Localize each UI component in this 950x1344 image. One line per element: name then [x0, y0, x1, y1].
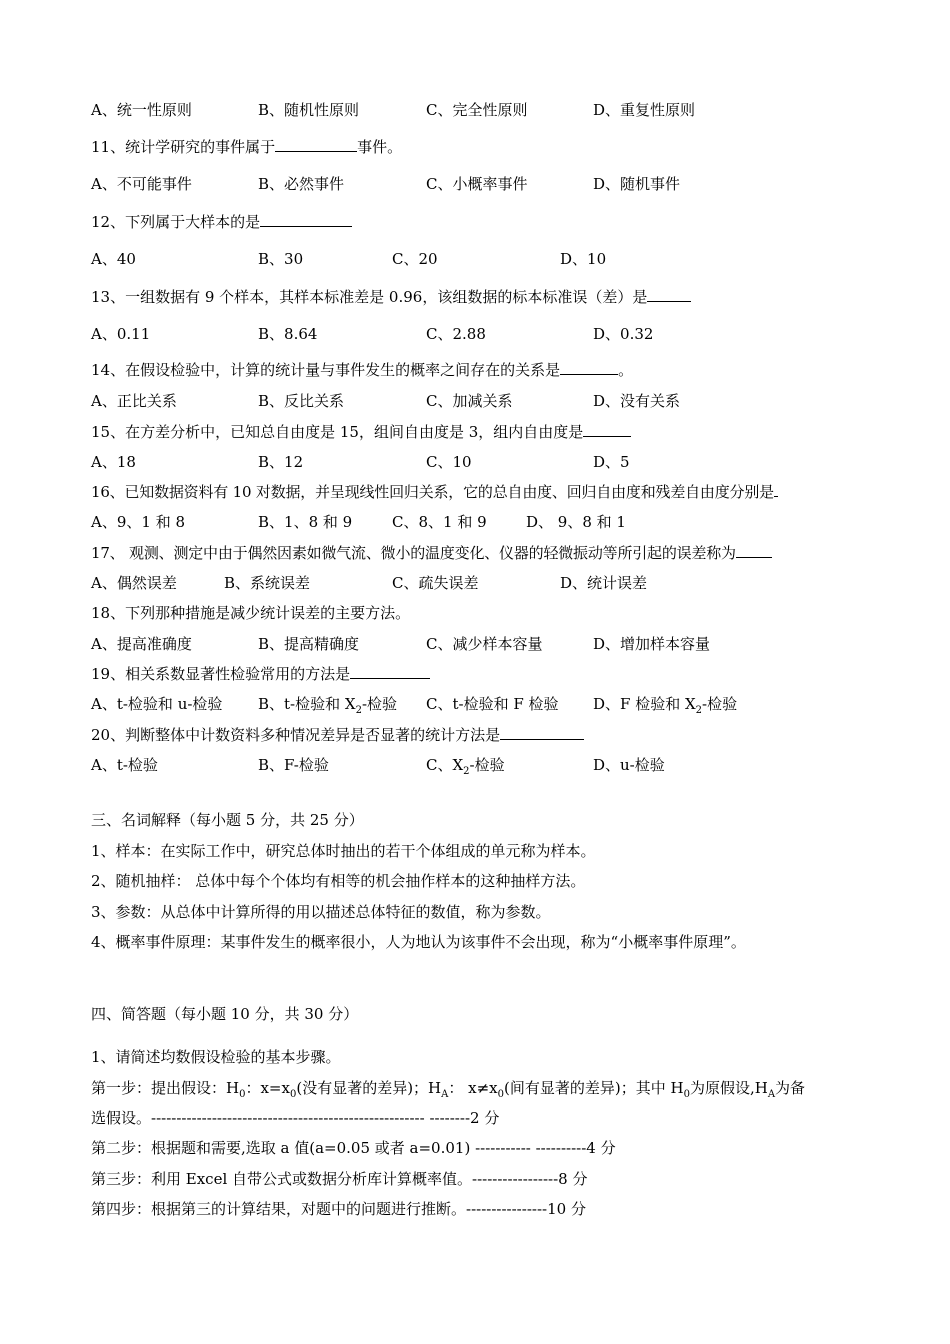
q17-option-c: C、疏失误差: [392, 574, 479, 592]
subscript: 0: [239, 1089, 246, 1100]
q20-option-c-post: -检验: [469, 756, 505, 774]
q12-stem: [91, 212, 352, 232]
q20-option-d: D、u-检验: [593, 756, 665, 774]
q13-stem: [91, 287, 691, 307]
q11-option-c: C、小概率事件: [426, 175, 528, 193]
q17-stem: [91, 543, 772, 563]
q13-option-d: D、0.32: [593, 325, 654, 343]
answer-blank: [647, 287, 691, 302]
answer-blank: [500, 725, 584, 740]
q15-option-b: B、12: [258, 453, 304, 471]
q17-stem-text: 17、 观测、测定中由于偶然因素如微气流、微小的温度变化、仪器的轻微振动等所引起的误差称为: [91, 544, 736, 562]
step-text: (间有显著的差异)；其中 H: [504, 1079, 684, 1097]
q10-option-b: B、随机性原则: [258, 101, 360, 119]
q15-option-d: D、5: [593, 453, 630, 471]
q15-stem: [91, 422, 631, 442]
q12-option-b: B、30: [258, 250, 304, 268]
q17-option-a: A、偶然误差: [91, 574, 177, 592]
q18-option-a: A、提高准确度: [91, 635, 192, 653]
q20-option-b: B、F-检验: [258, 756, 329, 774]
q13-option-c: C、2.88: [426, 325, 486, 343]
q14-option-c: C、加减关系: [426, 392, 513, 410]
step-1-line-2: 选假设。------------------------------------------------------ --------2 分: [91, 1109, 500, 1127]
subscript: 2: [463, 766, 470, 777]
q11-stem-pre: 11、统计学研究的事件属于: [91, 138, 276, 156]
step-4: 第四步：根据第三的计算结果，对题中的问题进行推断。----------------10 分: [91, 1200, 586, 1218]
q16-option-c: C、8、1 和 9: [392, 513, 487, 531]
q16-stem: [91, 482, 778, 502]
q13-option-b: B、8.64: [258, 325, 318, 343]
subscript: 0: [289, 1089, 297, 1100]
q19-option-b: [258, 694, 397, 721]
step-3: 第三步：利用 Excel 自带公式或数据分析库计算概率值。-----------------8 分: [91, 1170, 588, 1188]
definition-item: 1、样本：在实际工作中，研究总体时抽出的若干个体组成的单元称为样本。: [91, 842, 596, 860]
q11-stem: [91, 137, 402, 157]
step-2: 第二步：根据题和需要,选取 a 值(a=0.05 或者 a=0.01) ----------- ----------4 分: [91, 1139, 616, 1157]
q11-option-a: A、不可能事件: [91, 175, 192, 193]
q19-option-d: [593, 694, 737, 721]
q11-stem-post: 事件。: [357, 138, 403, 156]
q19-option-b-post: -检验: [361, 695, 398, 713]
subscript: A: [767, 1089, 776, 1100]
q20-option-c: [426, 755, 505, 782]
q19-option-d-pre: D、F 检验和 X: [593, 695, 696, 713]
q19-stem-text: 19、相关系数显著性检验常用的方法是: [91, 665, 351, 683]
step-text: ：x=x: [245, 1079, 290, 1097]
q10-option-c: C、完全性原则: [426, 101, 528, 119]
step-text: 为原假设,H: [689, 1079, 768, 1097]
q16-option-d: D、 9、8 和 1: [526, 513, 626, 531]
q13-stem-text: 13、一组数据有 9 个样本，其样本标准差是 0.96，该组数据的标本标准误（差）是: [91, 288, 648, 306]
step-1-line-1: [91, 1078, 805, 1105]
q18-option-d: D、增加样本容量: [593, 635, 711, 653]
answer-blank: [275, 137, 357, 152]
step-text: 为备: [775, 1079, 806, 1097]
section-4-title: 四、简答题（每小题 10 分，共 30 分）: [91, 1005, 359, 1023]
subscript: A: [441, 1089, 449, 1100]
answer-blank: [583, 422, 631, 437]
q12-stem-text: 12、下列属于大样本的是: [91, 213, 261, 231]
q19-option-d-post: -检验: [702, 695, 738, 713]
q14-option-a: A、正比关系: [91, 392, 177, 410]
subscript: 0: [683, 1089, 690, 1100]
q18-option-c: C、减少样本容量: [426, 635, 543, 653]
q16-stem-text: 16、已知数据资料有 10 对数据，并呈现线性回归关系，它的总自由度、回归自由度和残差自由度分别是: [91, 483, 774, 501]
q20-option-a: A、t-检验: [91, 756, 158, 774]
answer-blank: [350, 664, 430, 679]
section-3-title: 三、名词解释（每小题 5 分，共 25 分）: [91, 811, 364, 829]
q14-option-d: D、没有关系: [593, 392, 681, 410]
q20-stem: [91, 725, 584, 745]
q14-stem-post: 。: [618, 361, 634, 379]
q15-option-a: A、18: [91, 453, 136, 471]
subscript: 2: [355, 705, 362, 716]
q20-option-c-pre: C、X: [426, 756, 464, 774]
subscript: 2: [695, 705, 703, 716]
definition-item: 4、概率事件原理：某事件发生的概率很小，人为地认为该事件不会出现，称为“小概率事件原理”。: [91, 933, 746, 951]
step-text: 第一步：提出假设：H: [91, 1079, 240, 1097]
q20-stem-text: 20、判断整体中计数资料多种情况差异是否显著的统计方法是: [91, 726, 501, 744]
q19-option-a: A、t-检验和 u-检验: [91, 695, 223, 713]
q12-option-c: C、20: [392, 250, 438, 268]
q12-option-d: D、10: [560, 250, 607, 268]
q13-option-a: A、0.11: [91, 325, 151, 343]
q12-option-a: A、40: [91, 250, 136, 268]
q10-option-d: D、重复性原则: [593, 101, 696, 119]
q15-option-c: C、10: [426, 453, 472, 471]
answer-blank: [736, 543, 772, 558]
q19-option-c: C、t-检验和 F 检验: [426, 695, 559, 713]
q10-option-a: A、统一性原则: [91, 101, 192, 119]
answer-blank: [774, 482, 778, 497]
q17-option-b: B、系统误差: [224, 574, 311, 592]
subscript: 0: [497, 1089, 505, 1100]
answer-blank: [560, 360, 618, 375]
step-text: (没有显著的差异)；H: [296, 1079, 442, 1097]
q17-option-d: D、统计误差: [560, 574, 648, 592]
q16-option-a: A、9、1 和 8: [91, 513, 185, 531]
step-text: ： x≠x: [448, 1079, 498, 1097]
q14-stem: [91, 360, 633, 380]
q14-option-b: B、反比关系: [258, 392, 345, 410]
q19-stem: [91, 664, 430, 684]
answer-blank: [260, 212, 352, 227]
q15-stem-text: 15、在方差分析中，已知总自由度是 15，组间自由度是 3，组内自由度是: [91, 423, 584, 441]
definition-item: 2、随机抽样： 总体中每个个体均有相等的机会抽作样本的这种抽样方法。: [91, 872, 586, 890]
q16-option-b: B、1、8 和 9: [258, 513, 353, 531]
definition-item: 3、参数：从总体中计算所得的用以描述总体特征的数值，称为参数。: [91, 903, 551, 921]
q18-option-b: B、提高精确度: [258, 635, 360, 653]
q11-option-d: D、随机事件: [593, 175, 681, 193]
q14-stem-pre: 14、在假设检验中，计算的统计量与事件发生的概率之间存在的关系是: [91, 361, 561, 379]
q11-option-b: B、必然事件: [258, 175, 345, 193]
q19-option-b-pre: B、t-检验和 X: [258, 695, 356, 713]
q18-stem: 18、下列那种措施是减少统计误差的主要方法。: [91, 604, 411, 622]
short-answer-question: 1、请简述均数假设检验的基本步骤。: [91, 1048, 341, 1066]
